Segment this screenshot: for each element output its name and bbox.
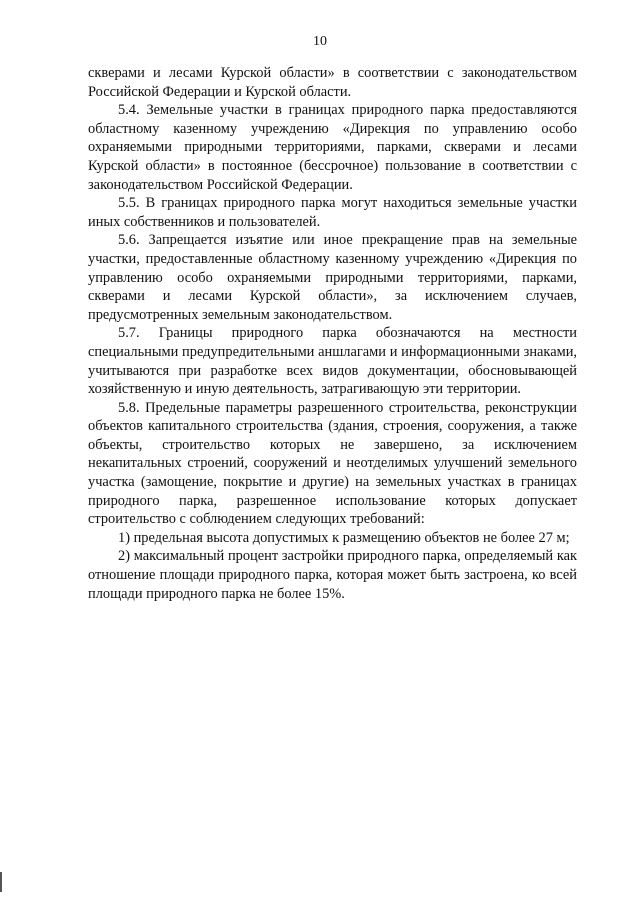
paragraph-5-4: 5.4. Земельные участки в границах природного парка предоставляются областному казенному учреждению «Дирекция по управлению особо охраняемыми природными территориями, парками, скверами и лесами Курской области» в постоянное (бессрочное) пользование в соответствии с законодательством Российской Федерации. <box>88 102 577 193</box>
document-body <box>88 64 577 603</box>
paragraph-5-5: 5.5. В границах природного парка могут находиться земельные участки иных собственников и пользователей. <box>88 195 577 230</box>
scan-edge-mark <box>0 872 2 892</box>
list-item-2: 2) максимальный процент застройки природного парка, определяемый как отношение площади природного парка, которая может быть застроена, ко всей площади природного парка не более 15%. <box>88 548 577 602</box>
paragraph-5-7: 5.7. Границы природного парка обозначаются на местности специальными предупредительными аншлагами и информационными знаками, учитываются при разработке всех видов документации, обосновывающей хозяйственную и иную деятельность, затрагивающую эти территории. <box>88 325 577 398</box>
list-item-1: 1) предельная высота допустимых к размещению объектов не более 27 м; <box>118 529 570 546</box>
paragraph-continuation: скверами и лесами Курской области» в соответствии с законодательством Российской Федерации и Курской области. <box>88 65 577 100</box>
page-number: 10 <box>313 34 327 49</box>
paragraph-5-8: 5.8. Предельные параметры разрешенного строительства, реконструкции объектов капитального строительства (здания, строения, сооружения, а также объекты, строительство которых не завершено, за исключением некапитальных строений, сооружений и неотделимых улучшений земельного участка (замощение, покрытие и другие) на земельных участках в границах природного парка, разрешенное использование которых допускает строительство с соблюдением следующих требований: <box>88 399 577 528</box>
paragraph-5-6: 5.6. Запрещается изъятие или иное прекращение прав на земельные участки, предоставленные областному казенному учреждению «Дирекция по управлению особо охраняемыми природными территориями, парками, скверами и лесами Курской области», за исключением случаев, предусмотренных земельным законодательством. <box>88 232 577 323</box>
